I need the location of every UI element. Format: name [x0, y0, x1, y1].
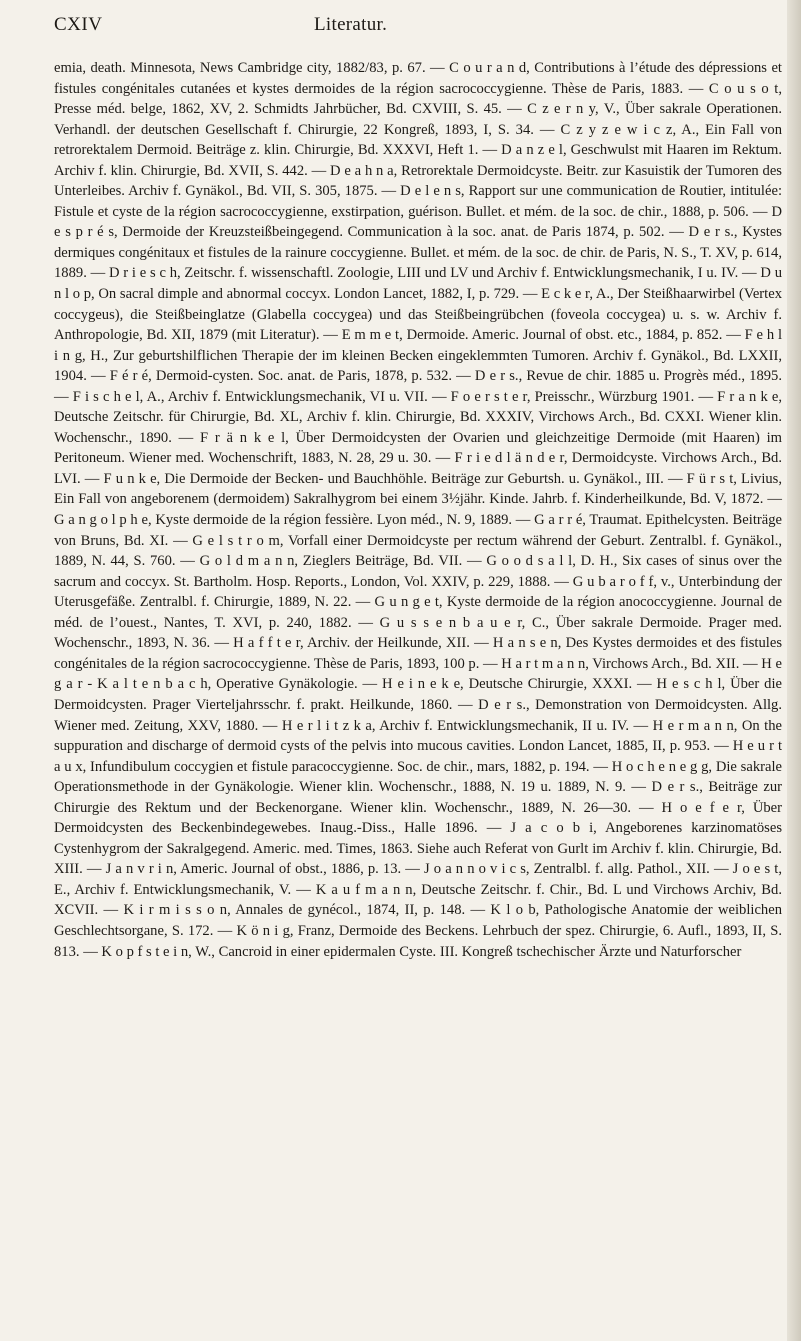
- page-number: CXIV: [54, 14, 103, 35]
- bibliography-paragraph: emia, death. Minnesota, News Cambridge city, 1882/83, p. 67. — C o u r a n d, Contributions à l’étude des dépressions et fistules congénitales cutanées et kystes dermoides de la région sacrococcygienne. Thèse de Paris, 1883. — C o u s o t, Presse méd. belge, 1862, XV, 2. Schmidts Jahrbücher, Bd. CXVIII, S. 45. — C z e r n y, V., Über sakrale Operationen. Verhandl. der deutschen Gesellschaft f. Chirurgie, 22 Kongreß, 1893, I, S. 34. — C z y z e w i c z, A., Ein Fall von retrorektalem Dermoid. Beiträge z. klin. Chirurgie, Bd. XXXVI, Heft 1. — D a n z e l, Geschwulst mit Haaren im Rektum. Archiv f. klin. Chirurgie, Bd. XVII, S. 442. — D e a h n a, Retrorektale Dermoidcyste. Beitr. zur Kasuistik der Tumoren des Unterleibes. Archiv f. Gynäkol., Bd. VII, S. 305, 1875. — D e l e n s, Rapport sur une communication de Routier, intitulée: Fistule et cyste de la région sacrococcygienne, exstirpation, guérison. Bullet. et mém. de la soc. de chir., 1888, p. 506. — D e s p r é s, Dermoide der Kreuzsteißbeingegend. Communication à la soc. anat. de Paris 1874, p. 502. — D e r s., Kystes dermiques congénitaux et fistules de la rainure coccygienne. Bullet. et mém. de la soc. de chir. de Paris, N. S., T. XV, p. 614, 1889. — D r i e s c h, Zeitschr. f. wissenschaftl. Zoologie, LIII und LV und Archiv f. Entwicklungsmechanik, I u. IV. — D u n l o p, On sacral dimple and abnormal coccyx. London Lancet, 1882, I, p. 729. — E c k e r, A., Der Steißhaarwirbel (Vertex coccygeus), die Steißbeinglatze (Glabella coccygea) und das Steißbeingrübchen (foveola coccygea) u. s. w. Archiv f. Anthropologie, Bd. XII, 1879 (mit Literatur). — E m m e t, Dermoide. Americ. Journal of obst. etc., 1884, p. 852. — F e h l i n g, H., Zur geburtshilflichen Therapie der im kleinen Becken eingeklemmten Tumoren. Archiv f. Gynäkol., Bd. LXXII, 1904. — F é r é, Dermoid-cysten. Soc. anat. de Paris, 1878, p. 532. — D e r s., Revue de chir. 1885 u. Progrès méd., 1895. — F i s c h e l, A., Archiv f. Entwicklungsmechanik, VI u. VII. — F o e r s t e r, Preisschr., Würzburg 1901. — F r a n k e, Deutsche Zeitschr. für Chirurgie, Bd. XL, Archiv f. klin. Chirurgie, Bd. XXXIV, Virchows Arch., Bd. CXXI. Wiener klin. Wochenschr., 1890. — F r ä n k e l, Über Dermoidcysten der Ovarien und gleichzeitige Dermoide (mit Haaren) im Peritoneum. Wiener med. Wochenschrift, 1883, N. 28, 29 u. 30. — F r i e d l ä n d e r, Dermoidcyste. Virchows Arch., Bd. LVI. — F u n k e, Die Dermoide der Becken- und Bauchhöhle. Beiträge zur Geburtsh. u. Gynäkol., III. — F ü r s t, Livius, Ein Fall von angeborenem (dermoidem) Sakralhygrom bei einem 3½jähr. Kinde. Jahrb. f. Kinderheilkunde, Bd. V, 1872. — G a n g o l p h e, Kyste dermoide de la région fessière. Lyon méd., N. 9, 1889. — G a r r é, Traumat. Epithelcysten. Beiträge von Bruns, Bd. XI. — G e l s t r o m, Vorfall einer Dermoidcyste per rectum während der Geburt. Zentralbl. f. Gynäkol., 1889, N. 44, S. 760. — G o l d m a n n, Zieglers Beiträge, Bd. VII. — G o o d s a l l, D. H., Six cases of sinus over the sacrum and coccyx. St. Bartholm. Hosp. Reports., London, Vol. XXIV, p. 229, 1888. — G u b a r o f f, v., Unterbindung der Uterusgefäße. Zentralbl. f. Chirurgie, 1889, N. 22. — G u n g e t, Kyste dermoide de la région anococcygienne. Journal de méd. de l’ouest., Nantes, T. XVI, p. 240, 1882. — G u s s e n b a u e r, C., Über sakrale Dermoide. Prager med. Wochenschr., 1893, N. 36. — H a f f t e r, Archiv. der Heilkunde, XII. — H a n s e n, Des Kystes dermoides et des fistules congénitales de la région sacrococcygienne. Thèse de Paris, 1893, 100 p. — H a r t m a n n, Virchows Arch., Bd. XII. — H e g a r - K a l t e n b a c h, Operative Gynäkologie. — H e i n e k e, Deutsche Chirurgie, XXXI. — H e s c h l, Über die Dermoidcysten. Prager Vierteljahrsschr. f. prakt. Heilkunde, 1860. — D e r s., Demonstration von Dermoidcysten. Allg. Wiener med. Zeitung, XXV, 1880. — H e r l i t z k a, Archiv f. Entwicklungsmechanik, II u. IV. — H e r m a n n, On the suppuration and discharge of dermoid cysts of the pelvis into mucous cavities. London Lancet, 1885, II, p. 953. — H e u r t a u x, Infundibulum coccygien et fistule paracoccygienne. Soc. de chir., mars, 1882, p. 194. — H o c h e n e g g, Die sakrale Operationsmethode in der Gynäkologie. Wiener klin. Wochenschr., 1888, N. 19 u. 1889, N. 9. — D e r s., Beiträge zur Chirurgie des Rektum und der Beckenorgane. Wiener klin. Wochenschr., 1889, N. 26—30. — H o e f e r, Über Dermoidcysten des Beckenbindegewebes. Inaug.-Diss., Halle 1896. — J a c o b i, Angeborenes karzinomatöses Cystenhygrom der Sakralgegend. Americ. med. Times, 1863. Siehe auch Referat von Gurlt im Archiv f. klin. Chirurgie, Bd. XIII. — J a n v r i n, Americ. Journal of obst., 1886, p. 13. — J o a n n o v i c s, Zentralbl. f. allg. Pathol., XII. — J o e s t, E., Archiv f. Entwicklungsmechanik, V. — K a u f m a n n, Deutsche Zeitschr. f. Chir., Bd. L und Virchows Archiv, Bd. XCVII. — K i r m i s s o n, Annales de gynécol., 1874, II, p. 148. — K l o b, Pathologische Anatomie der weiblichen Geschlechtsorgane, S. 172. — K ö n i g, Franz, Dermoide des Beckens. Lehrbuch der spez. Chirurgie, 6. Aufl., 1893, II, S. 813. — K o p f s t e i n, W., Cancroid in einer epidermalen Cyste. III. Kongreß tschechischer Ärzte und Naturforscher: [54, 60, 782, 960]
- running-title: Literatur.: [314, 14, 388, 35]
- bibliography-text: [54, 58, 782, 962]
- page-header: [54, 14, 754, 40]
- page-edge-shadow: [787, 0, 801, 1341]
